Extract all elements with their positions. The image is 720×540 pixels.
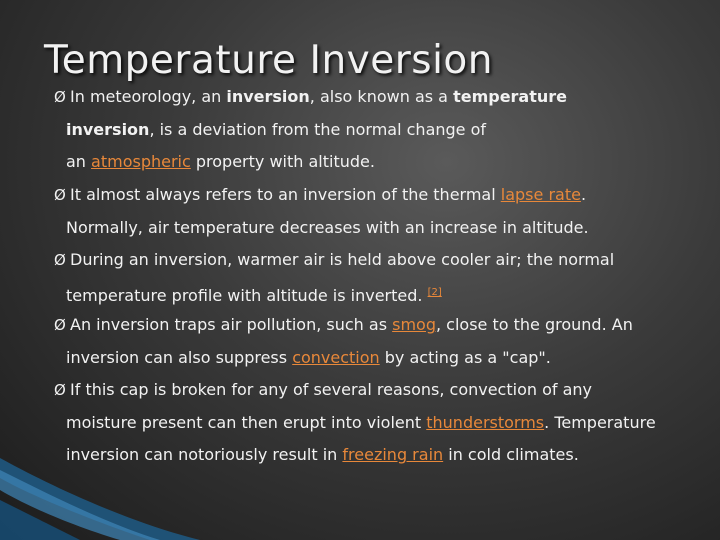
bullet-line-5: Ø If this cap is broken for any of several reasons, convection of any xyxy=(54,380,593,399)
bullet-arrow-icon: Ø xyxy=(54,186,66,204)
bullet-arrow-icon: Ø xyxy=(54,88,66,106)
link-convection[interactable]: convection xyxy=(292,348,380,367)
citation-link[interactable]: [2] xyxy=(427,287,442,298)
bullet-arrow-icon: Ø xyxy=(54,316,66,334)
text-line-7: temperature profile with altitude is inverted. [2] xyxy=(66,286,442,305)
text-line-3: an atmospheric property with altitude. xyxy=(66,152,375,171)
slide-title: Temperature Inversion xyxy=(44,38,494,83)
bullet-line-1: Ø In meteorology, an inversion, also known as a temperature xyxy=(54,87,568,106)
bullet-line-3: Ø During an inversion, warmer air is held above cooler air; the normal xyxy=(54,250,615,269)
link-thunderstorms[interactable]: thunderstorms xyxy=(426,413,545,432)
text-line-11: moisture present can then erupt into violent thunderstorms. Temperature xyxy=(66,413,656,432)
link-lapse-rate[interactable]: lapse rate xyxy=(500,185,581,204)
bullet-arrow-icon: Ø xyxy=(54,381,66,399)
text-line-12: inversion can notoriously result in freezing rain in cold climates. xyxy=(66,445,579,464)
text-line-2: inversion, is a deviation from the normal change of xyxy=(66,120,487,139)
link-atmospheric[interactable]: atmospheric xyxy=(91,152,191,171)
text-line-9: inversion can also suppress convection by acting as a "cap". xyxy=(66,348,551,367)
bullet-arrow-icon: Ø xyxy=(54,251,66,269)
link-freezing-rain[interactable]: freezing rain xyxy=(342,445,444,464)
link-smog[interactable]: smog xyxy=(392,315,436,334)
text-line-5: Normally, air temperature decreases with an increase in altitude. xyxy=(66,218,589,237)
bullet-line-2: Ø It almost always refers to an inversion of the thermal lapse rate. xyxy=(54,185,587,204)
bullet-line-4: Ø An inversion traps air pollution, such as smog, close to the ground. An xyxy=(54,315,633,334)
